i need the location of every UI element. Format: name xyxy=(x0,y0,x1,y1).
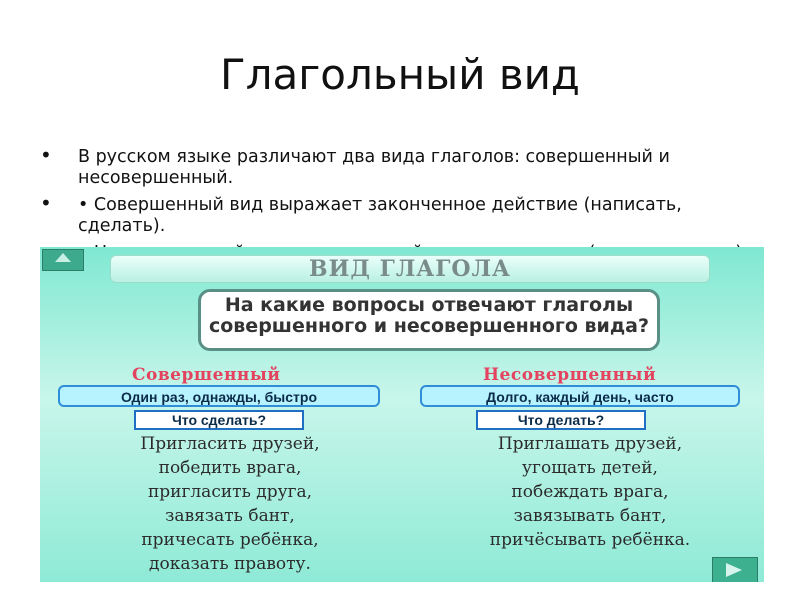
list-item: завязать бант, xyxy=(165,506,295,526)
perfective-words: Один раз, однажды, быстро xyxy=(58,385,380,407)
panel-header: ВИД ГЛАГОЛА xyxy=(309,256,511,282)
list-item: причёсывать ребёнка. xyxy=(489,530,691,550)
next-arrow-icon[interactable] xyxy=(712,557,758,582)
bullet-item: • В русском языке различают два вида глаголов: совершенный и несовершенный. xyxy=(40,147,770,189)
imperfective-words: Долго, каждый день, часто xyxy=(420,385,740,407)
list-item: завязывать бант, xyxy=(513,506,667,526)
question-box: На какие вопросы отвечают глаголы совершенного и несовершенного вида? xyxy=(198,289,660,351)
perfective-heading: Совершенный xyxy=(132,365,281,385)
home-icon[interactable] xyxy=(42,249,84,271)
slide-title: Глагольный вид xyxy=(220,50,580,99)
imperfective-question: Что делать? xyxy=(476,410,646,430)
list-item: пригласить друга, xyxy=(147,482,313,502)
verb-aspect-panel xyxy=(40,247,764,582)
list-item: доказать правоту. xyxy=(149,554,311,574)
list-item: угощать детей, xyxy=(522,458,658,478)
list-item: победить врага, xyxy=(158,458,302,478)
perfective-question: Что сделать? xyxy=(134,410,304,430)
bullet-item: • • Совершенный вид выражает законченное действие (написать, сделать). xyxy=(40,195,770,237)
list-item: Пригласить друзей, xyxy=(140,434,320,454)
list-item: причесать ребёнка, xyxy=(141,530,319,550)
perfective-examples xyxy=(70,432,390,576)
list-item: побеждать врага, xyxy=(511,482,669,502)
imperfective-heading: Несовершенный xyxy=(483,365,657,385)
list-item: Приглашать друзей, xyxy=(497,434,683,454)
imperfective-examples xyxy=(430,432,750,552)
